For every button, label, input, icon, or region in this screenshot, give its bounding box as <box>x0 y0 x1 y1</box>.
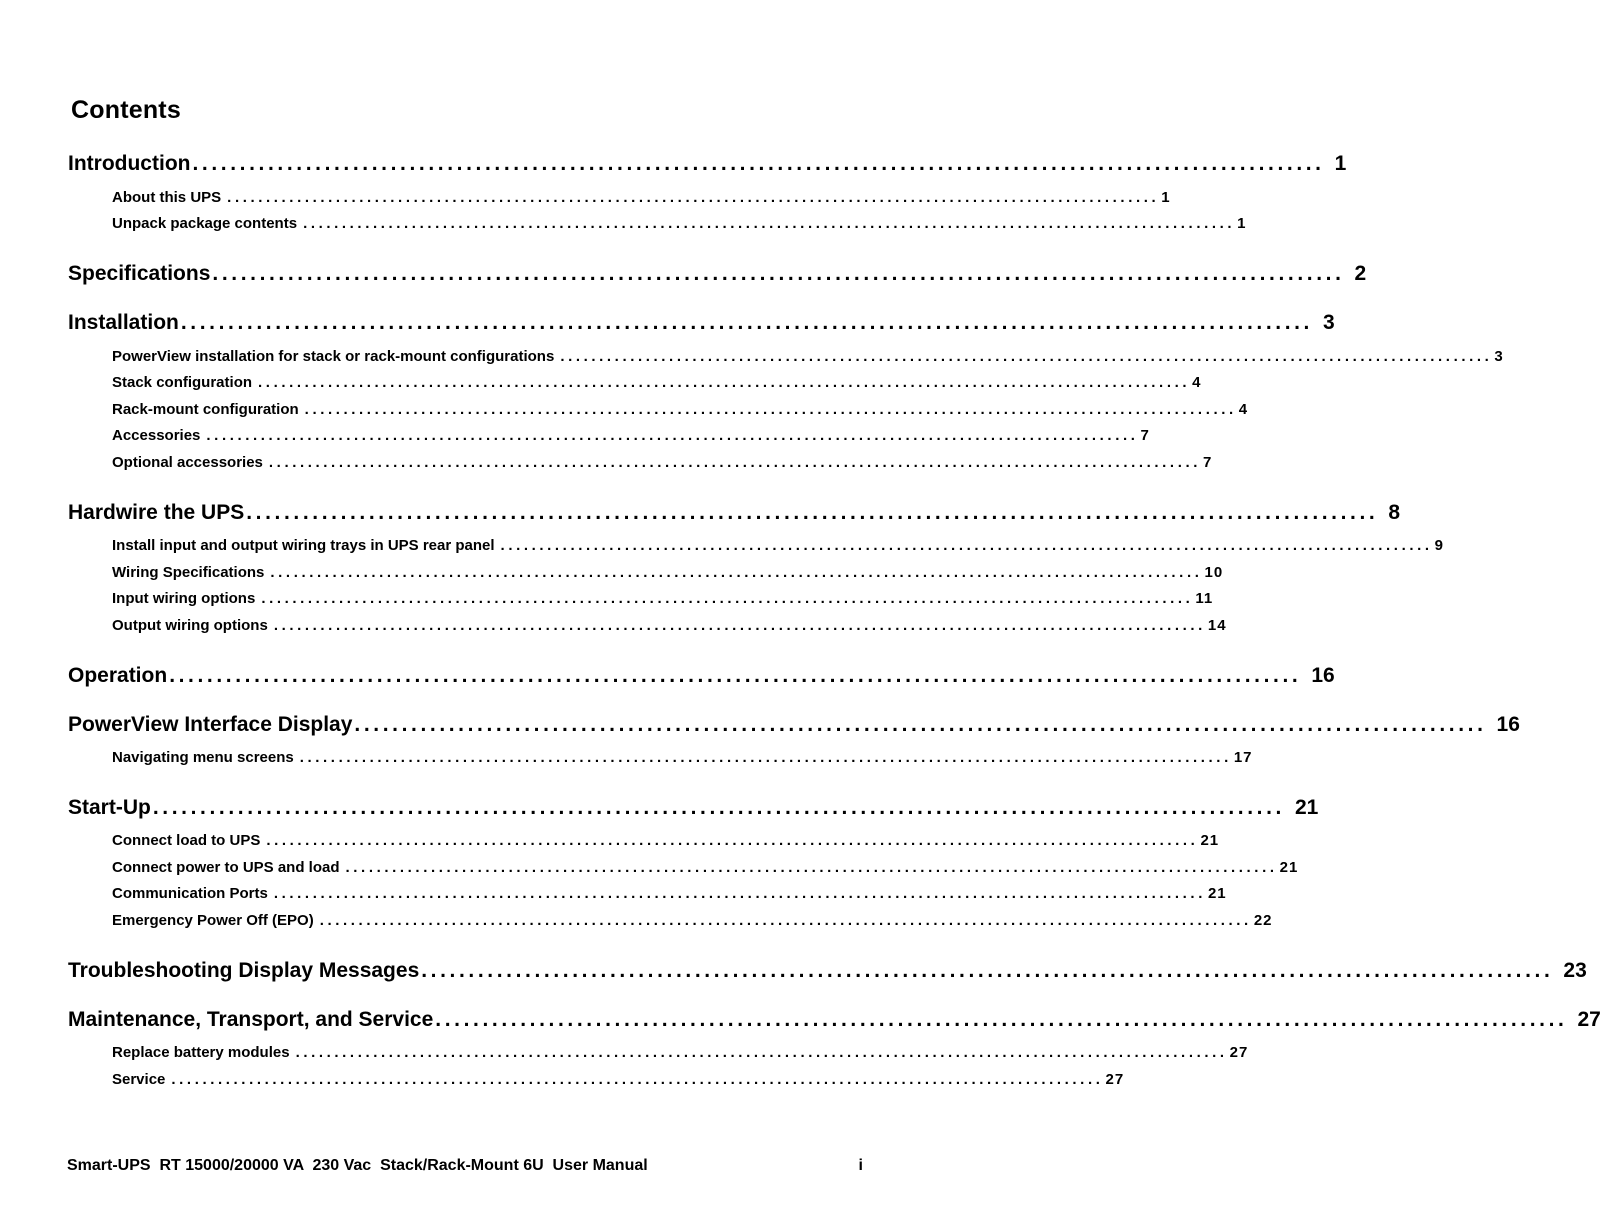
toc-entry-label: Hardwire the UPS <box>68 501 245 524</box>
toc-entry-page: 14 <box>1207 617 1227 634</box>
toc-entry-label: Input wiring options <box>112 590 256 607</box>
toc-entry-powerview-interface-display[interactable] <box>68 713 1520 737</box>
dot-leader: ........................................................................................................................ <box>304 401 1237 418</box>
toc-entry-maintenance[interactable] <box>68 1008 1601 1032</box>
dot-leader: ........................................................................................................................ <box>500 537 1433 554</box>
toc-entry-label: Stack configuration <box>112 374 253 391</box>
toc-entry-optional-accessories[interactable] <box>112 454 1213 471</box>
toc-entry-communication-ports[interactable] <box>112 885 1227 902</box>
dot-leader: ........................................................................................................................ <box>303 215 1236 232</box>
toc-entry-label: Emergency Power Off (EPO) <box>112 912 314 929</box>
toc-entry-powerview-installation[interactable] <box>112 348 1504 365</box>
toc-entry-operation[interactable] <box>68 664 1335 688</box>
toc-entry-label: Install input and output wiring trays in UPS rear panel <box>112 537 495 554</box>
toc-entry-label: Communication Ports <box>112 885 268 902</box>
toc-entry-install-wiring-trays[interactable] <box>112 537 1444 554</box>
dot-leader: ........................................................................................................................ <box>273 617 1206 634</box>
toc-entry-page: 8 <box>1388 501 1401 524</box>
toc-entry-troubleshooting[interactable] <box>68 959 1587 983</box>
toc-entry-unpack-package-contents[interactable] <box>112 215 1247 232</box>
toc-entry-page: 7 <box>1140 427 1150 444</box>
toc-entry-page: 27 <box>1577 1008 1601 1031</box>
toc-entry-connect-load-to-ups[interactable] <box>112 832 1220 849</box>
toc-entry-page: 2 <box>1354 262 1367 285</box>
toc-entry-page: 9 <box>1434 537 1444 554</box>
dot-leader: ........................................................................................................................ <box>266 832 1199 849</box>
dot-leader: ........................................................................................................................ <box>212 262 1345 285</box>
dot-leader: ........................................................................................................................ <box>171 1071 1104 1088</box>
toc-entry-page: 16 <box>1311 664 1335 687</box>
toc-entry-page: 17 <box>1233 749 1253 766</box>
toc-entry-label: Start-Up <box>68 796 151 819</box>
toc-entry-service[interactable] <box>112 1071 1125 1088</box>
toc-entry-label: PowerView Interface Display <box>68 713 353 736</box>
footer-page-number: i <box>858 1157 863 1174</box>
toc-entry-label: Introduction <box>68 152 191 175</box>
dot-leader: ........................................................................................................................ <box>560 348 1493 365</box>
toc-entry-label: PowerView installation for stack or rack-mount configurations <box>112 348 555 365</box>
toc-entry-input-wiring-options[interactable] <box>112 590 1214 607</box>
toc-entry-label: Specifications <box>68 262 211 285</box>
toc-entry-page: 1 <box>1161 189 1171 206</box>
toc-entry-page: 3 <box>1494 348 1504 365</box>
toc-entry-label: Connect power to UPS and load <box>112 859 340 876</box>
toc-entry-rack-mount-configuration[interactable] <box>112 401 1249 418</box>
toc-entry-emergency-power-off[interactable] <box>112 912 1273 929</box>
toc-entry-start-up[interactable] <box>68 796 1319 820</box>
toc-entry-wiring-specifications[interactable] <box>112 564 1224 581</box>
dot-leader: ........................................................................................................................ <box>421 959 1554 982</box>
toc-entry-introduction[interactable] <box>68 152 1347 176</box>
dot-leader: ........................................................................................................................ <box>180 311 1313 334</box>
dot-leader: ........................................................................................................................ <box>261 590 1194 607</box>
toc-entry-label: Operation <box>68 664 168 687</box>
dot-leader: ........................................................................................................................ <box>169 664 1302 687</box>
toc-entry-label: Rack-mount configuration <box>112 401 299 418</box>
dot-leader: ........................................................................................................................ <box>268 454 1202 471</box>
toc-entry-label: Maintenance, Transport, and Service <box>68 1008 434 1031</box>
toc-entry-page: 11 <box>1195 590 1214 607</box>
toc-entry-page: 7 <box>1203 454 1213 471</box>
toc-entry-label: Unpack package contents <box>112 215 298 232</box>
toc-entry-page: 23 <box>1563 959 1587 982</box>
toc-entry-label: Accessories <box>112 427 201 444</box>
toc-entry-hardwire-the-ups[interactable] <box>68 501 1401 525</box>
toc-entry-page: 21 <box>1200 832 1220 849</box>
dot-leader: ........................................................................................................................ <box>273 885 1206 902</box>
dot-leader: ........................................................................................................................ <box>299 749 1232 766</box>
toc-entry-about-this-ups[interactable] <box>112 189 1171 206</box>
toc-entry-page: 3 <box>1323 311 1335 334</box>
dot-leader: ........................................................................................................................ <box>435 1008 1568 1031</box>
toc-entry-label: Service <box>112 1071 166 1088</box>
toc-entry-page: 4 <box>1238 401 1249 418</box>
page-footer <box>67 1157 863 1175</box>
toc-entry-connect-power-to-ups[interactable] <box>112 859 1299 876</box>
dot-leader: ........................................................................................................................ <box>345 859 1278 876</box>
dot-leader: ........................................................................................................................ <box>354 713 1487 736</box>
toc-entry-label: Output wiring options <box>112 617 268 634</box>
toc-entry-page: 21 <box>1207 885 1227 902</box>
toc-entry-label: Navigating menu screens <box>112 749 294 766</box>
toc-entry-installation[interactable] <box>68 311 1335 335</box>
toc-entry-page: 4 <box>1192 374 1202 391</box>
toc-title: Contents <box>71 96 181 124</box>
toc-entry-label: Troubleshooting Display Messages <box>68 959 420 982</box>
toc-entry-page: 27 <box>1229 1044 1249 1061</box>
toc-entry-page: 16 <box>1496 713 1520 736</box>
toc-entry-label: Installation <box>68 311 179 334</box>
toc-entry-label: About this UPS <box>112 189 222 206</box>
toc-entry-page: 21 <box>1294 796 1319 819</box>
toc-entry-accessories[interactable] <box>112 427 1150 444</box>
dot-leader: ........................................................................................................................ <box>227 189 1160 206</box>
toc-entry-page: 1 <box>1334 152 1347 175</box>
toc-entry-page: 21 <box>1279 859 1299 876</box>
toc-entry-output-wiring-options[interactable] <box>112 617 1227 634</box>
dot-leader: ........................................................................................................................ <box>319 912 1252 929</box>
toc-entry-label: Wiring Specifications <box>112 564 265 581</box>
toc-entry-label: Connect load to UPS <box>112 832 261 849</box>
toc-entry-label: Optional accessories <box>112 454 263 471</box>
toc-entry-page: 22 <box>1253 912 1273 929</box>
toc-entry-navigating-menu-screens[interactable] <box>112 749 1253 766</box>
dot-leader: ........................................................................................................................ <box>206 427 1139 444</box>
footer-manual-title: Smart-UPS RT 15000/20000 VA 230 Vac Stack/Rack-Mount 6U User Manual <box>67 1157 648 1174</box>
toc-entry-replace-battery-modules[interactable] <box>112 1044 1249 1061</box>
toc-entry-page: 27 <box>1105 1071 1125 1088</box>
dot-leader: ........................................................................................................................ <box>258 374 1191 391</box>
toc-entry-page: 10 <box>1204 564 1224 581</box>
dot-leader: ........................................................................................................................ <box>152 796 1285 819</box>
dot-leader: ........................................................................................................................ <box>246 501 1379 524</box>
dot-leader: ........................................................................................................................ <box>295 1044 1228 1061</box>
dot-leader: ........................................................................................................................ <box>270 564 1203 581</box>
toc-entry-specifications[interactable] <box>68 262 1367 286</box>
toc-entry-page: 1 <box>1237 215 1247 232</box>
toc-entry-stack-configuration[interactable] <box>112 374 1202 391</box>
toc-entry-label: Replace battery modules <box>112 1044 290 1061</box>
dot-leader: ........................................................................................................................ <box>192 152 1325 175</box>
